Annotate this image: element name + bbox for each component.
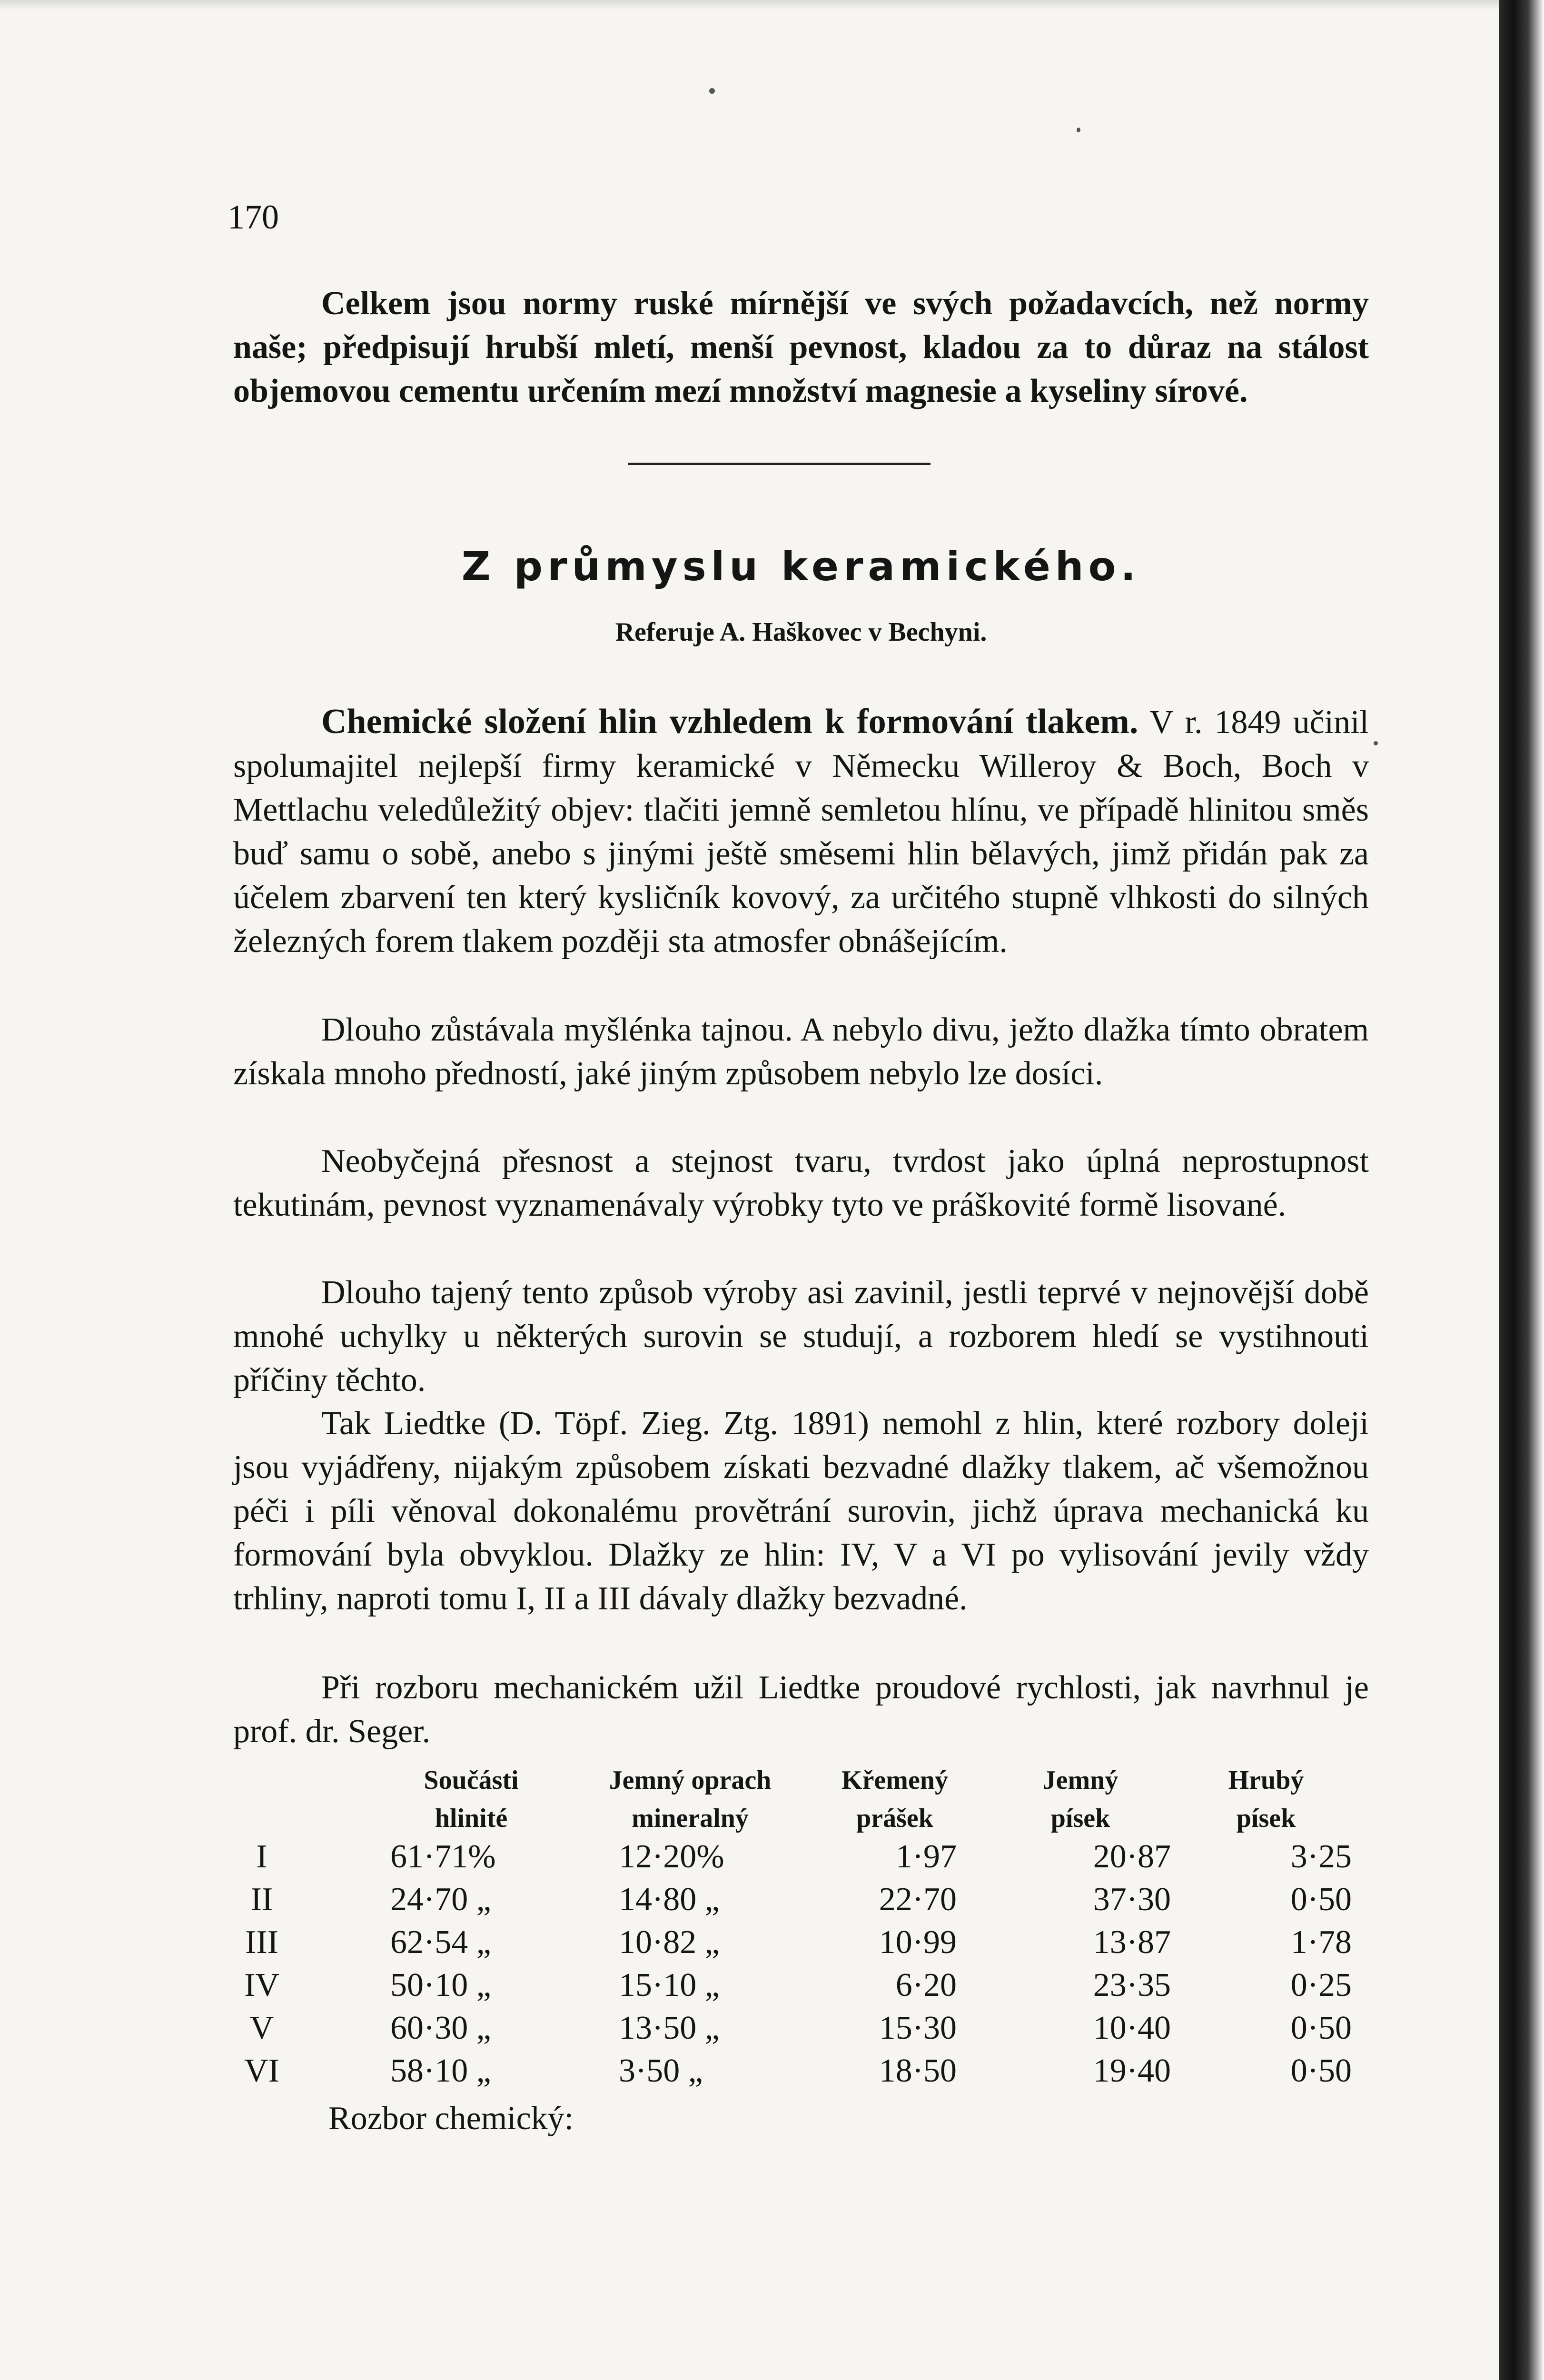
row-label: V bbox=[249, 2010, 274, 2046]
table-cell: 0·25 bbox=[1290, 1967, 1352, 2003]
table-cell: 10·40 bbox=[1093, 2010, 1171, 2046]
section-title: Z průmyslu keramického. bbox=[461, 543, 1141, 590]
table-cell: 23·35 bbox=[1093, 1967, 1171, 2003]
row-label: VI bbox=[244, 2053, 279, 2089]
paper-speck bbox=[1077, 128, 1080, 132]
table-cell: 22·70 bbox=[879, 1881, 957, 1918]
table-cell: 14·80 „ bbox=[619, 1881, 720, 1918]
table-cell: 20·87 bbox=[1093, 1838, 1171, 1875]
column-header: Hrubý písek bbox=[1228, 1765, 1304, 1833]
table-cell: 10·82 „ bbox=[619, 1924, 720, 1961]
table-cell: 62·54 „ bbox=[390, 1924, 491, 1961]
intro-paragraph: Celkem jsou normy ruské mírnější ve svých požadavcích, než normy naše; předpisují hrubší mletí, menší pevnost, kladou za to důraz na stálost objemovou cementu určením mezí množství magnesie a kyseliny sírové. bbox=[233, 285, 1369, 409]
paper-speck bbox=[709, 88, 715, 94]
table-row bbox=[0, 1835, 1499, 1879]
table-row bbox=[0, 1921, 1499, 1964]
table-cell: 58·10 „ bbox=[390, 2053, 491, 2089]
byline: Referuje A. Haškovec v Bechyni. bbox=[615, 617, 987, 647]
paragraph-4: Dlouho tajený tento způsob výroby asi zavinil, jestli teprvé v nejnovější době mnohé uchylky u některých surovin se studují, a rozborem hledí se vystihnouti příčiny těchto. bbox=[233, 1274, 1369, 1398]
table-cell: 0·50 bbox=[1290, 2053, 1352, 2089]
article-heading: Chemické složení hlin vzhledem k formování tlakem. bbox=[321, 702, 1138, 741]
table-cell: 10·99 bbox=[879, 1924, 957, 1961]
table-cell: 13·50 „ bbox=[619, 2010, 720, 2046]
paragraph-2: Dlouho zůstávala myšlénka tajnou. A nebylo divu, ježto dlažka tímto obratem získala mnoho předností, jaké jiným způsobem nebylo lze dosíci. bbox=[233, 1012, 1369, 1092]
table-cell: 50·10 „ bbox=[390, 1967, 491, 2003]
page-number: 170 bbox=[228, 198, 279, 236]
paper-speck bbox=[1374, 741, 1378, 745]
column-header: Jemný písek bbox=[1042, 1765, 1118, 1833]
table-cell: 15·10 „ bbox=[619, 1967, 720, 2003]
table-cell: 3·50 „ bbox=[619, 2053, 703, 2089]
table-row bbox=[0, 2049, 1499, 2093]
row-label: IV bbox=[244, 1967, 279, 2003]
paragraph-5: Tak Liedtke (D. Töpf. Zieg. Ztg. 1891) nemohl z hlin, které rozbory doleji jsou vyjádřeny, nijakým způsobem získati bezvadné dlažky tlakem, ač všemožnou péči i píli věnoval dokonalému provětrání surovin, jichž úprava mechanická ku formování byla obvyklou. Dlažky ze hlin: IV, V a VI po vylisování jevily vždy trhliny, naproti tomu I, II a III dávaly dlažky bezvadné. bbox=[233, 1405, 1369, 1617]
table-row bbox=[0, 2006, 1499, 2050]
table-cell: 6·20 bbox=[895, 1967, 957, 2003]
table-cell: 3·25 bbox=[1290, 1838, 1352, 1875]
table-cell: 0·50 bbox=[1290, 2010, 1352, 2046]
row-label: II bbox=[250, 1881, 273, 1918]
table-cell: 37·30 bbox=[1093, 1881, 1171, 1918]
article-first-paragraph bbox=[233, 700, 1369, 963]
chemical-analysis-label: Rozbor chemický: bbox=[328, 2100, 574, 2137]
table-cell: 18·50 bbox=[879, 2053, 957, 2089]
table-row bbox=[0, 1878, 1499, 1922]
table-cell: 1·78 bbox=[1290, 1924, 1352, 1961]
page-top-shadow bbox=[0, 0, 1499, 10]
table-cell: 15·30 bbox=[879, 2010, 957, 2046]
table-cell: 12·20% bbox=[619, 1838, 724, 1875]
column-header: Součásti hlinité bbox=[424, 1765, 519, 1833]
table-cell: 61·71% bbox=[390, 1838, 496, 1875]
paragraph-3: Neobyčejná přesnost a stejnost tvaru, tvrdost jako úplná neprostupnost tekutinám, pevnost vyznamenávaly výrobky tyto ve práškovité formě lisované. bbox=[233, 1143, 1369, 1223]
book-spine-edge bbox=[1499, 0, 1544, 2380]
paragraph-6: Při rozboru mechanickém užil Liedtke proudové rychlosti, jak navrhnul je prof. dr. Seger. bbox=[233, 1669, 1369, 1750]
table-cell: 60·30 „ bbox=[390, 2010, 491, 2046]
column-header: Jemný oprach mineralný bbox=[609, 1765, 772, 1833]
section-divider bbox=[628, 463, 930, 465]
table-cell: 1·97 bbox=[895, 1838, 957, 1875]
table-cell: 13·87 bbox=[1093, 1924, 1171, 1961]
column-header: Křemený prášek bbox=[841, 1765, 948, 1833]
table-cell: 0·50 bbox=[1290, 1881, 1352, 1918]
row-label: III bbox=[245, 1924, 278, 1961]
table-cell: 24·70 „ bbox=[390, 1881, 491, 1918]
table-cell: 19·40 bbox=[1093, 2053, 1171, 2089]
article-first-paragraph-text: V r. 1849 učinil spolumajitel nejlepší firmy keramické v Německu Willeroy & Boch, Boch v Mettlachu veledůležitý objev: tlačiti jemně semletou hlínu, ve případě hlinitou směs buď samu o sobě, anebo s jinými ještě směsemi hlin bělavých, jimž přidán pak za účelem zbarvení ten který kysličník kovový, za určitého stupně vlhkosti do silných železných forem tlakem později sta atmosfer obnášejícím. bbox=[233, 704, 1369, 960]
row-label: I bbox=[256, 1838, 267, 1875]
table-row bbox=[0, 1964, 1499, 2007]
